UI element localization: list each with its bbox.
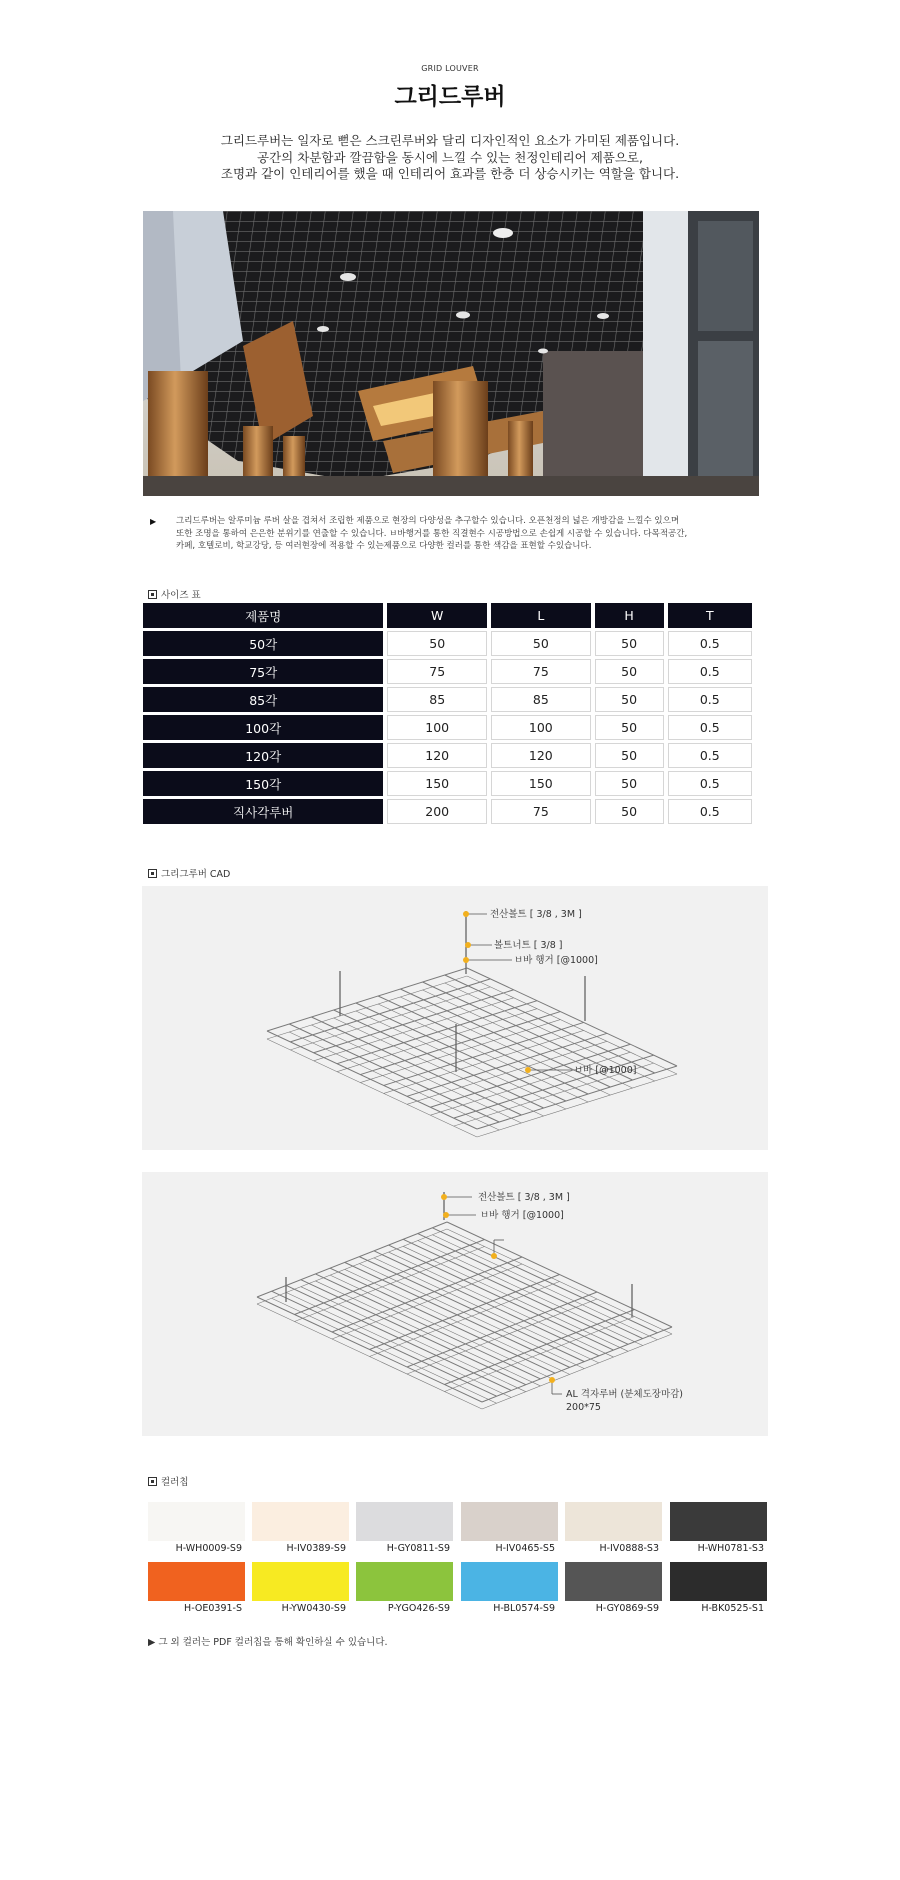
footnote: ▶ 그 외 컬러는 PDF 컬러칩을 통해 확인하실 수 있습니다. (148, 1637, 388, 1648)
color-chip (565, 1562, 662, 1601)
color-code: H-BL0574-S9 (493, 1603, 555, 1614)
cell: 50 (595, 743, 664, 768)
row-product: 120각 (143, 743, 383, 768)
table-row (143, 687, 752, 712)
cell: 50 (595, 771, 664, 796)
grid-ceiling-photo (143, 211, 759, 496)
bullet-icon: ▶ (150, 517, 157, 526)
intro-line: 그리드루버는 일자로 뻗은 스크린루버와 달리 디자인적인 요소가 가미된 제품입니다. (220, 133, 680, 148)
cell: 120 (387, 743, 487, 768)
product-description (150, 515, 740, 553)
cad-line (384, 1022, 584, 1085)
table-row (143, 715, 752, 740)
cell: 50 (595, 799, 664, 824)
table-header-row (143, 603, 752, 628)
cad-line (267, 1039, 477, 1137)
color-code: H-IV0389-S9 (286, 1543, 346, 1554)
intro-line: 공간의 차분함과 깔끔함을 동시에 느낄 수 있는 천정인테리어 제품으로, (257, 149, 643, 165)
color-chip (252, 1502, 349, 1541)
callout-label: 200*75 (566, 1402, 601, 1413)
callout-label: ㅂ바 행거 [@1000] (480, 1210, 564, 1221)
cad-line (290, 987, 490, 1050)
description-line: 카페, 호텔로비, 학교강당, 등 여러현장에 적용할 수 있는제품으로 다양한 컬러를 통한 색감을 표현할 수있습니다. (176, 541, 592, 551)
callout-label: 전산볼트 [ 3/8 , 3M ] (490, 909, 582, 920)
square-bullet-icon (148, 590, 157, 599)
cell: 100 (387, 715, 487, 740)
cell: 0.5 (668, 715, 752, 740)
cell: 0.5 (668, 631, 752, 656)
cell: 0.5 (668, 743, 752, 768)
cell: 75 (491, 799, 591, 824)
color-code: H-GY0811-S9 (386, 1543, 450, 1554)
cell: 150 (491, 771, 591, 796)
cad-line (360, 1012, 560, 1075)
table-row (143, 659, 752, 684)
cad-drawing-grid (142, 886, 768, 1150)
cad-line (378, 1004, 588, 1102)
cad-line (311, 1025, 521, 1123)
cell: 100 (491, 715, 591, 740)
callout-label: 전산볼트 [ 3/8 , 3M ] (478, 1192, 570, 1203)
cad-line (334, 1018, 544, 1116)
cad-drawing-rectangular (142, 1172, 768, 1436)
cell: 50 (595, 687, 664, 712)
description-line: 그리드루버는 알루미늄 루버 살을 겹쳐서 조립한 제품으로 현장의 다양성을 추구할수 있습니다. 오픈천정의 넓은 개방감을 느낄수 있으며 (176, 516, 680, 526)
cad-diagram-2 (142, 1172, 768, 1436)
color-code: P-YGO426-S9 (387, 1603, 450, 1614)
row-product: 75각 (143, 659, 383, 684)
cell: 120 (491, 743, 591, 768)
color-chip (356, 1502, 453, 1541)
row-product: 150각 (143, 771, 383, 796)
size-table-label: 사이즈 표 (148, 587, 201, 601)
color-chip (461, 1502, 558, 1541)
cell: 150 (387, 771, 487, 796)
color-code: H-OE0391-S (184, 1603, 242, 1614)
cell: 0.5 (668, 687, 752, 712)
cell: 50 (387, 631, 487, 656)
intro-text (0, 133, 900, 183)
table-row (143, 771, 752, 796)
color-chip (148, 1562, 245, 1601)
color-chip (565, 1502, 662, 1541)
cell: 75 (491, 659, 591, 684)
cad-line (267, 976, 467, 1039)
cad-line (290, 979, 490, 1042)
row-product: 85각 (143, 687, 383, 712)
cell: 0.5 (668, 659, 752, 684)
table-row (143, 631, 752, 656)
column-header: T (668, 603, 752, 628)
column-header: W (387, 603, 487, 628)
cell: 0.5 (668, 799, 752, 824)
cell: 85 (387, 687, 487, 712)
color-code: H-WH0009-S9 (175, 1543, 242, 1554)
color-code: H-IV0888-S3 (599, 1543, 659, 1554)
color-chip (252, 1562, 349, 1601)
cad-line (467, 976, 677, 1074)
color-code: H-WH0781-S3 (697, 1543, 764, 1554)
cad-line (400, 997, 610, 1095)
cad-line (337, 1001, 537, 1064)
color-chip (670, 1502, 767, 1541)
size-table (139, 600, 756, 827)
row-product: 직사각루버 (143, 799, 383, 824)
color-chip (461, 1562, 558, 1601)
table-row (143, 743, 752, 768)
cad-section-label: 그리그루버 CAD (148, 866, 230, 880)
cad-diagram-1 (142, 886, 768, 1150)
hero-photo (143, 211, 759, 496)
cell: 50 (595, 659, 664, 684)
color-code: H-IV0465-S5 (495, 1543, 555, 1554)
cad-line (356, 1011, 566, 1109)
intro-line: 조명과 같이 인테리어를 했을 때 인테리어 효과를 한층 더 상승시키는 역할을 합니다. (220, 166, 680, 181)
row-product: 100각 (143, 715, 383, 740)
table-row (143, 799, 752, 824)
cell: 200 (387, 799, 487, 824)
callout-label: ㅂ바 [@1000] (574, 1065, 637, 1076)
cell: 0.5 (668, 771, 752, 796)
color-code: H-YW0430-S9 (281, 1603, 346, 1614)
cell: 75 (387, 659, 487, 684)
cell: 85 (491, 687, 591, 712)
cad-line (267, 968, 467, 1031)
cell: 50 (491, 631, 591, 656)
cell: 50 (595, 631, 664, 656)
callout-label: ㅂ바 행거 [@1000] (514, 955, 598, 966)
square-bullet-icon (148, 869, 157, 878)
eyebrow-label: GRID LOUVER (421, 64, 479, 73)
color-code: H-BK0525-S1 (701, 1603, 764, 1614)
cad-line (314, 990, 514, 1053)
color-chip (670, 1562, 767, 1601)
color-code: H-GY0869-S9 (595, 1603, 659, 1614)
color-chips-label: 컬러칩 (148, 1474, 189, 1488)
color-chip (148, 1502, 245, 1541)
description-line: 또한 조명을 통하여 은은한 분위기를 연출할 수 있습니다. ㅂ바행거를 통한 직결현수 시공방법으로 손쉽게 시공할 수 있습니다. 다목적공간, (176, 528, 688, 539)
callout-label: 볼트너트 [ 3/8 ] (494, 940, 563, 951)
color-chip (356, 1562, 453, 1601)
callout-label: AL 격자루버 (분체도장마감) (566, 1389, 684, 1400)
column-header: H (595, 603, 664, 628)
cad-line (289, 1032, 499, 1130)
page-title: 그리드루버 (394, 84, 506, 110)
cell: 50 (595, 715, 664, 740)
column-header: L (491, 603, 591, 628)
row-product: 50각 (143, 631, 383, 656)
column-header: 제품명 (143, 603, 383, 628)
square-bullet-icon (148, 1477, 157, 1486)
